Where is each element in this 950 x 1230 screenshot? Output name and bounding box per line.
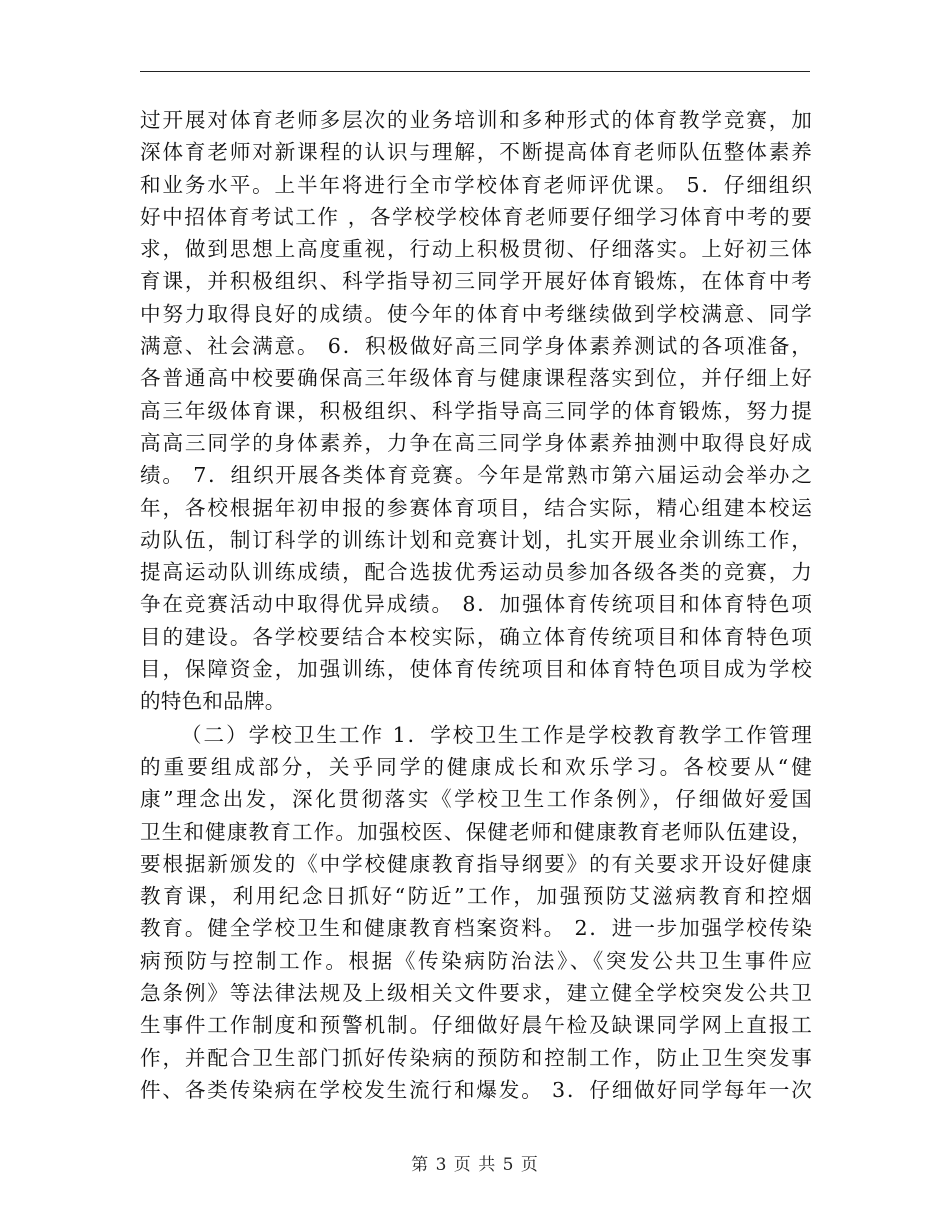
- text-line: 生事件工作制度和预警机制。仔细做好晨午检及缺课同学网上直报工: [140, 1013, 812, 1038]
- text-line: 绩。 7．组织开展各类体育竞赛。今年是常熟市第六届运动会举办之: [140, 463, 812, 488]
- text-line: 动队伍，制订科学的训练计划和竞赛计划，扎实开展业余训练工作，: [140, 527, 812, 552]
- text-line: 康”理念出发，深化贯彻落实《学校卫生工作条例》，仔细做好爱国: [140, 787, 812, 812]
- text-line: 病预防与控制工作。根据《传染病防治法》、《突发公共卫生事件应: [140, 948, 812, 973]
- header-rule: [140, 71, 810, 72]
- text-line: 高三年级体育课，积极组织、科学指导高三同学的体育锻炼，努力提: [140, 398, 812, 423]
- text-line: 卫生和健康教育工作。加强校医、保健老师和健康教育老师队伍建设，: [140, 819, 812, 844]
- text-line: 要根据新颁发的《中学校健康教育指导纲要》的有关要求开设好健康: [140, 851, 812, 876]
- text-line: 育课，并积极组织、科学指导初三同学开展好体育锻炼，在体育中考: [140, 269, 812, 294]
- text-line: 争在竞赛活动中取得优异成绩。 8．加强体育传统项目和体育特色项: [140, 592, 812, 617]
- text-line: 教育。健全学校卫生和健康教育档案资料。 2．进一步加强学校传染: [140, 916, 812, 941]
- text-line: 件、各类传染病在学校发生流行和爆发。 3．仔细做好同学每年一次: [140, 1077, 812, 1102]
- text-line: 深体育老师对新课程的认识与理解，不断提高体育老师队伍整体素养: [140, 140, 812, 165]
- page-number: 第 3 页 共 5 页: [411, 1155, 539, 1175]
- text-line: 目的建设。各学校要结合本校实际，确立体育传统项目和体育特色项: [140, 624, 812, 649]
- text-line: 教育课，利用纪念日抓好“防近”工作，加强预防艾滋病教育和控烟: [140, 884, 812, 909]
- text-line: 急条例》等法律法规及上级相关文件要求，建立健全学校突发公共卫: [140, 981, 812, 1006]
- text-line: 满意、社会满意。 6．积极做好高三同学身体素养测试的各项准备，: [140, 334, 812, 359]
- body-text: [140, 104, 812, 1106]
- text-line: 高高三同学的身体素养，力争在高三同学身体素养抽测中取得良好成: [140, 430, 812, 455]
- text-line: 作，并配合卫生部门抓好传染病的预防和控制工作，防止卫生突发事: [140, 1045, 812, 1070]
- text-line: 目，保障资金，加强训练，使体育传统项目和体育特色项目成为学校: [140, 657, 812, 682]
- text-line: 提高运动队训练成绩，配合选拔优秀运动员参加各级各类的竞赛，力: [140, 560, 812, 585]
- paragraph-1: [140, 104, 812, 718]
- text-line: 好中招体育考试工作 ，各学校学校体育老师要仔细学习体育中考的要: [140, 204, 812, 229]
- text-line: 各普通高中校要确保高三年级体育与健康课程落实到位，并仔细上好: [140, 366, 812, 391]
- text-line: 年，各校根据年初申报的参赛体育项目，结合实际，精心组建本校运: [140, 495, 812, 520]
- text-line: （二）学校卫生工作 1．学校卫生工作是学校教育教学工作管理: [181, 722, 812, 747]
- text-line: 过开展对体育老师多层次的业务培训和多种形式的体育教学竞赛，加: [140, 108, 812, 132]
- text-line: 和业务水平。上半年将进行全市学校体育老师评优课。 5．仔细组织: [140, 172, 812, 197]
- text-line: 的特色和品牌。: [140, 689, 286, 714]
- text-line: 求，做到思想上高度重视，行动上积极贯彻、仔细落实。上好初三体: [140, 237, 812, 262]
- paragraph-2: [140, 719, 812, 1107]
- text-line: 的重要组成部分，关乎同学的健康成长和欢乐学习。各校要从“健: [140, 754, 812, 779]
- text-line: 中努力取得良好的成绩。使今年的体育中考继续做到学校满意、同学: [140, 301, 812, 326]
